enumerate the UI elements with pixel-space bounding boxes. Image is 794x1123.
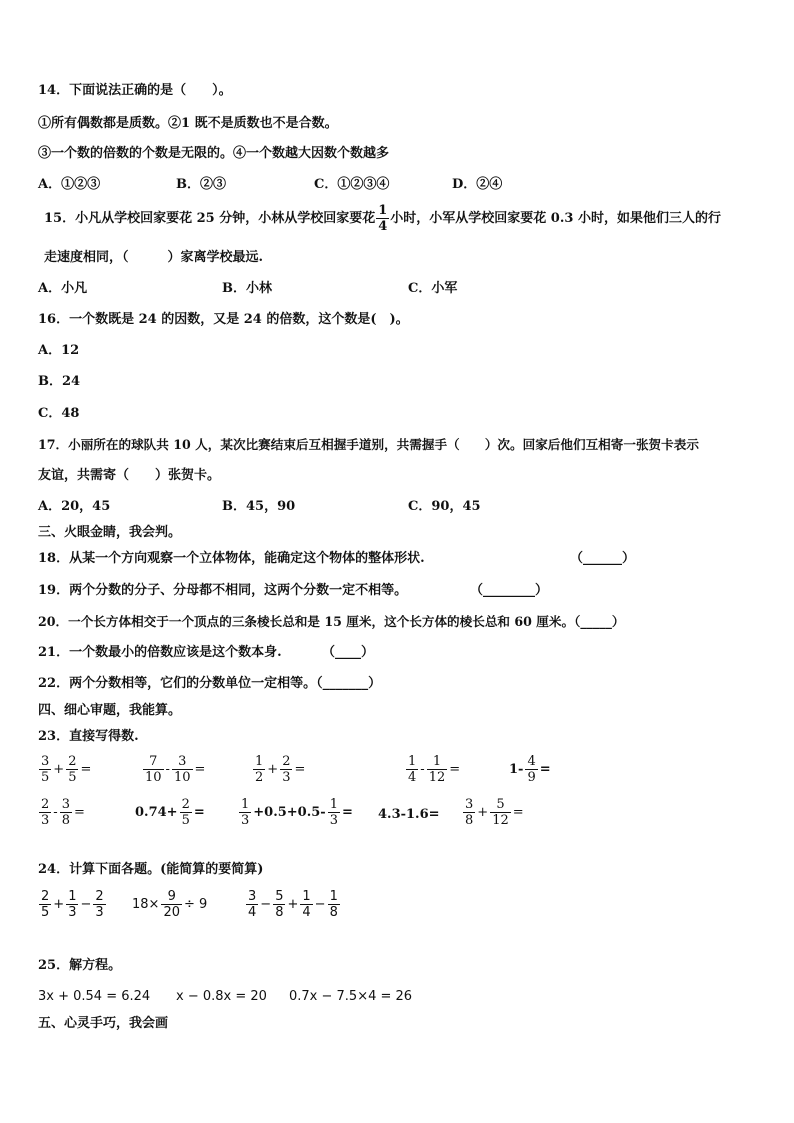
q16-option-b[interactable]: B．24 bbox=[38, 374, 81, 389]
q14-stem: 14．下面说法正确的是（ ）。 bbox=[38, 83, 232, 98]
section-5-heading: 五、心灵手巧，我会画 bbox=[38, 1016, 169, 1031]
q15-fraction: $\frac{1}{4}$ bbox=[378, 203, 388, 234]
q22-text: 22．两个分数相等，它们的分数单位一定相等。（_______） bbox=[38, 676, 382, 691]
q14-option-c[interactable]: C．①②③④ bbox=[314, 177, 390, 192]
q24-expr-1: $\frac{2}{5}$ + $\frac{1}{3}$ − $\frac{2}{3}$ bbox=[41, 889, 104, 920]
q14-option-b[interactable]: B．②③ bbox=[176, 177, 226, 192]
q23-expr-6: $\frac{2}{3}$ - $\frac{3}{8}$ = bbox=[41, 797, 85, 828]
q23-expr-2: $\frac{7}{10}$ - $\frac{3}{10}$ = bbox=[145, 754, 206, 785]
q14-statement-2: ③一个数的倍数的个数是无限的。④一个数越大因数个数越多 bbox=[38, 146, 390, 161]
q17-option-b[interactable]: B．45，90 bbox=[222, 499, 296, 514]
q19-answer-blank[interactable]: （________） bbox=[470, 583, 549, 598]
q25-equation-2: x − 0.8x = 20 bbox=[176, 989, 267, 1004]
q15-option-a[interactable]: A．小凡 bbox=[38, 281, 88, 296]
q16-option-a[interactable]: A．12 bbox=[38, 343, 80, 358]
q23-expr-10: $\frac{3}{8}$ + $\frac{5}{12}$ = bbox=[465, 797, 524, 828]
q17-line-1: 17．小丽所在的球队共 10 人，某次比赛结束后互相握手道别，共需握手（ ）次。回家后他们互相寄一张贺卡表示 bbox=[38, 437, 699, 452]
q23-expr-7: 0.74+ $\frac{2}{5}$ = bbox=[135, 797, 205, 828]
q23-expr-5: 1- $\frac{4}{9}$ = bbox=[509, 754, 551, 785]
q15-text-part-1: 15．小凡从学校回家要花 25 分钟，小林从学校回家要花 bbox=[44, 210, 376, 226]
q16-option-c[interactable]: C．48 bbox=[38, 406, 80, 421]
q24-stem: 24．计算下面各题。(能简算的要简算) bbox=[38, 862, 264, 877]
q23-stem: 23．直接写得数. bbox=[38, 729, 139, 744]
q23-expr-3: $\frac{1}{2}$ + $\frac{2}{3}$ = bbox=[255, 754, 306, 785]
q14-option-a[interactable]: A．①②③ bbox=[38, 177, 101, 192]
q25-equation-1: 3x + 0.54 = 6.24 bbox=[38, 989, 151, 1004]
q23-expr-8: $\frac{1}{3}$ +0.5+0.5- $\frac{1}{3}$ = bbox=[241, 797, 353, 828]
q15-option-c[interactable]: C．小军 bbox=[408, 281, 458, 296]
q23-expr-1: $\frac{3}{5}$ + $\frac{2}{5}$ = bbox=[41, 754, 92, 785]
q24-expr-3: $\frac{3}{4}$ − $\frac{5}{8}$ + $\frac{1}{4}$ − $\frac{1}{8}$ bbox=[248, 889, 338, 920]
q18-answer-blank[interactable]: （______） bbox=[570, 551, 636, 566]
q24-expr-2: 18× $\frac{9}{20}$ ÷ 9 bbox=[132, 889, 208, 920]
q21-text: 21．一个数最小的倍数应该是这个数本身. bbox=[38, 645, 282, 660]
q17-option-a[interactable]: A．20，45 bbox=[38, 499, 111, 514]
q23-expr-9: 4.3-1.6= bbox=[378, 807, 440, 822]
q20-text: 20．一个长方体相交于一个顶点的三条棱长总和是 15 厘米，这个长方体的棱长总和 60 厘米。（_____） bbox=[38, 614, 625, 629]
q25-stem: 25．解方程。 bbox=[38, 958, 122, 973]
q21-answer-blank[interactable]: （____） bbox=[322, 645, 375, 660]
q17-line-2: 友谊，共需寄（ ）张贺卡。 bbox=[38, 468, 221, 483]
q15-line-2: 走速度相同，（ ）家离学校最远. bbox=[44, 250, 264, 265]
q23-expr-4: $\frac{1}{4}$ - $\frac{1}{12}$ = bbox=[408, 754, 461, 785]
q14-statement-1: ①所有偶数都是质数。②1 既不是质数也不是合数。 bbox=[38, 116, 338, 131]
q25-equation-3: 0.7x − 7.5×4 = 26 bbox=[289, 989, 413, 1004]
q15-line-1 bbox=[44, 203, 721, 234]
q17-option-c[interactable]: C．90，45 bbox=[408, 499, 481, 514]
q14-option-d[interactable]: D．②④ bbox=[452, 177, 503, 192]
q19-text: 19．两个分数的分子、分母都不相同，这两个分数一定不相等。 bbox=[38, 583, 408, 598]
q15-text-part-2: 小时，小军从学校回家要花 0.3 小时，如果他们三人的行 bbox=[390, 210, 721, 226]
q15-option-b[interactable]: B．小林 bbox=[222, 281, 272, 296]
q16-stem: 16．一个数既是 24 的因数，又是 24 的倍数，这个数是( )。 bbox=[38, 312, 409, 327]
q18-text: 18．从某一个方向观察一个立体物体，能确定这个物体的整体形状. bbox=[38, 551, 425, 566]
section-3-heading: 三、火眼金睛，我会判。 bbox=[38, 525, 182, 540]
section-4-heading: 四、细心审题，我能算。 bbox=[38, 703, 182, 718]
